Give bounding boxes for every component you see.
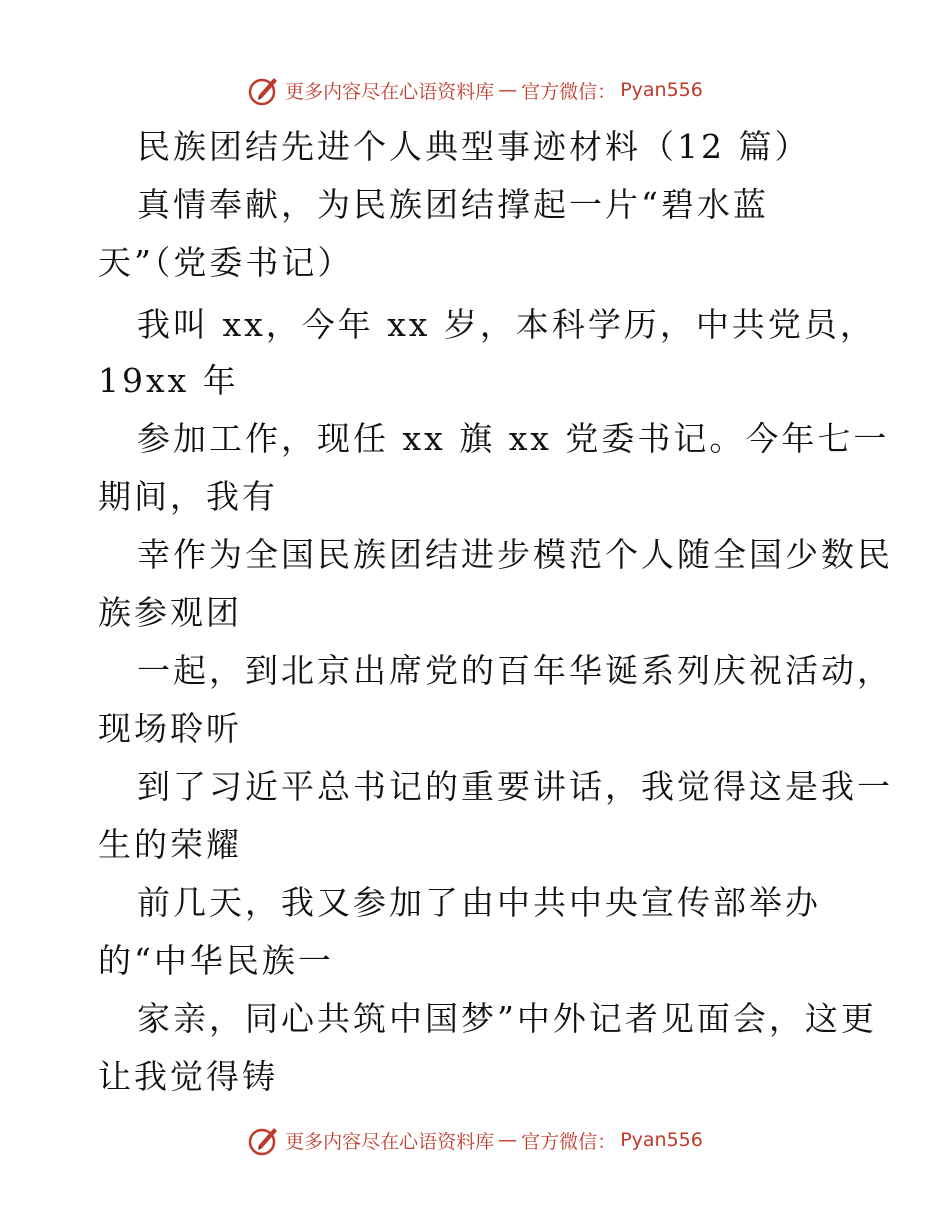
text-line: 真情奉献，为民族团结撑起一片“碧水蓝 [137, 185, 769, 224]
text-line: 参加工作，现任 xx 旗 xx 党委书记。今年七一 [137, 419, 890, 458]
watermark-separator: — [498, 79, 518, 101]
watermark-wechat-label: 官方微信： [521, 80, 617, 103]
text-line: 的“中华民族一 [98, 941, 334, 980]
text-line: 族参观团 [98, 593, 242, 632]
watermark-banner [247, 73, 703, 107]
text-line: 天”（党委书记） [98, 243, 354, 282]
text-line: 前几天，我又参加了由中共中央宣传部举办 [137, 883, 821, 922]
footer-watermark [0, 1120, 950, 1160]
text-line: 现场聆听 [98, 709, 242, 748]
text-line: 幸作为全国民族团结进步模范个人随全国少数民 [137, 535, 893, 574]
watermark-main-text: 更多内容尽在心语资料库 [285, 80, 495, 103]
text-line: 19xx 年 [98, 361, 239, 400]
header-watermark [0, 70, 950, 110]
text-line: 一起，到北京出席党的百年华诞系列庆祝活动， [137, 651, 893, 690]
text-line: 让我觉得铸 [98, 1057, 278, 1096]
watermark-wechat-id: Pyan556 [620, 1129, 703, 1151]
watermark-wechat-id: Pyan556 [620, 79, 703, 101]
text-line: 生的荣耀 [98, 825, 242, 864]
watermark-wechat-label: 官方微信： [521, 1130, 617, 1153]
pen-circle-logo-icon [247, 73, 281, 107]
text-line: 家亲，同心共筑中国梦”中外记者见面会，这更 [137, 999, 877, 1038]
text-line: 我叫 xx，今年 xx 岁，本科学历，中共党员， [137, 305, 876, 344]
watermark-separator: — [498, 1129, 518, 1151]
pen-circle-logo-icon [247, 1123, 281, 1157]
document-title: 民族团结先进个人典型事迹材料（12 篇） [137, 127, 811, 166]
text-line: 到了习近平总书记的重要讲话，我觉得这是我一 [137, 767, 893, 806]
watermark-banner [247, 1123, 703, 1157]
watermark-main-text: 更多内容尽在心语资料库 [285, 1130, 495, 1153]
text-line: 期间，我有 [98, 477, 278, 516]
